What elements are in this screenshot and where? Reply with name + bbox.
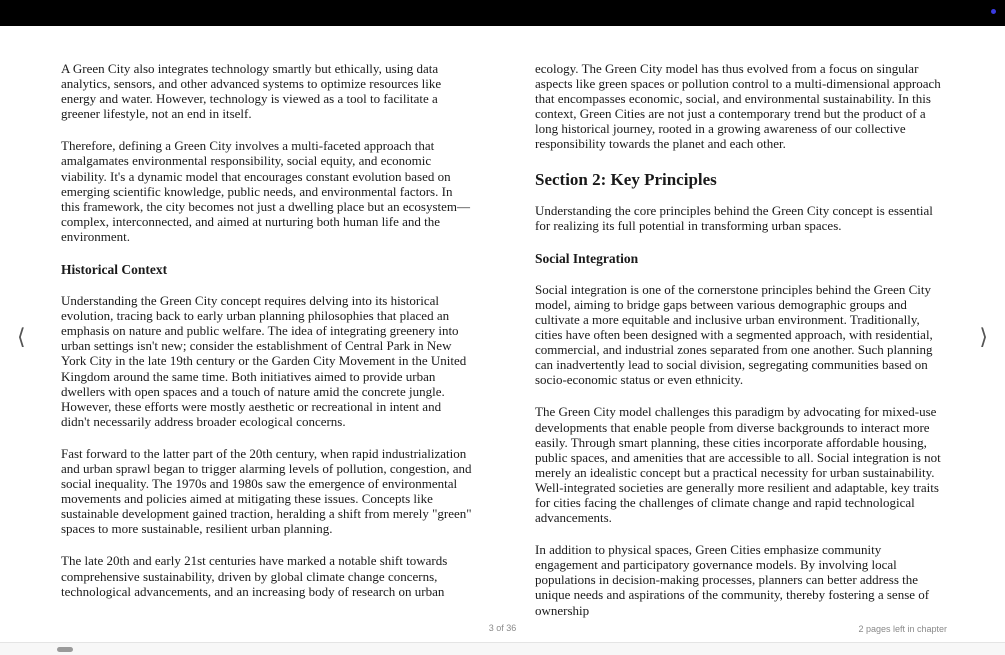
left-paragraph-1: A Green City also integrates technology smartly but ethically, using data analytics, sensors, and other advanced systems to optimize resources like energy and water. However, technology is viewed as a tool to facilitate a greener lifestyle, not an end in itself. xyxy=(61,61,442,122)
left-paragraph-2: Therefore, defining a Green City involves a multi-faceted approach that amalgamates environmental responsibility, social equity, and economic viability. It's a dynamic model that encourages constant evolution based on emerging scientific knowledge, public needs, and environmental factors. In this framework, the city becomes not just a dwelling place but an ecosystem—complex, interconnected, and aimed at nurturing both human life and the environment. xyxy=(61,138,471,244)
section-heading: Section 2: Key Principles xyxy=(535,169,717,189)
page-scrubber[interactable] xyxy=(0,642,1005,655)
pages-left-in-chapter: 2 pages left in chapter xyxy=(858,624,947,634)
top-bar xyxy=(0,0,1005,26)
right-page xyxy=(535,61,947,635)
right-paragraph-4: The Green City model challenges this paradigm by advocating for mixed-use developments that enable people from diverse backgrounds to interact more easily. Through smart planning, these cities incorporate affordable housing, public spaces, and amenities that are accessible to all. Social integration is not merely an idealistic concept but a practical necessity for urban sustainability. Well-integrated societies are generally more resilient and adaptable, key traits for cities facing the challenges of climate change and rapid technological advancements. xyxy=(535,404,941,526)
left-paragraph-4: Fast forward to the latter part of the 20th century, when rapid industrialization and urban sprawl began to trigger alarming levels of pollution, congestion, and social inequality. The 1970s and 1980s saw the emergence of environmental movements and policies aimed at mitigating these issues. Concepts like sustainable development gained traction, heralding a shift from merely "green" spaces to more sustainable, resilient urban planning. xyxy=(61,445,472,537)
left-paragraph-3: Understanding the Green City concept requires delving into its historical evolution, tracing back to early urban planning philosophies that placed an emphasis on nature and public welfare. The idea of integrating greenery into urban settings isn't new; consider the establishment of Central Park in New York City in the late 19th century or the Garden City Movement in the United Kingdom around the same time. Both initiatives aimed to provide urban dwellers with open spaces and a touch of nature amid the concrete jungle. However, these efforts were mostly aesthetic or recreational in intent and didn't necessarily address broader ecological concerns. xyxy=(61,293,467,429)
right-paragraph-5: In addition to physical spaces, Green Cities emphasize community engagement and participatory governance models. By involving local populations in decision-making processes, planners can better address the unique needs and aspirations of the community, thereby fostering a sense of ownership xyxy=(535,542,930,618)
left-page xyxy=(61,61,473,616)
right-paragraph-1: ecology. The Green City model has thus evolved from a focus on singular aspects like green spaces or pollution control to a multi-dimensional approach that encompasses economic, social, and environmental sustainability. In this context, Green Cities are not just a contemporary trend but the product of a long historical journey, rooted in a growing awareness of our collective responsibility towards the planet and each other. xyxy=(535,61,941,152)
page-indicator: 3 of 36 xyxy=(488,623,517,633)
chevron-left-icon[interactable]: ⟨ xyxy=(17,325,26,350)
left-paragraph-5: The late 20th and early 21st centuries have marked a notable shift towards comprehensive sustainability, driven by global climate change concerns, technological advancements, and an increasing body of research on urban xyxy=(61,553,448,599)
historical-context-heading: Historical Context xyxy=(61,262,168,278)
chevron-right-icon[interactable]: ⟩ xyxy=(979,325,988,350)
scrubber-handle[interactable] xyxy=(57,647,73,652)
social-integration-heading: Social Integration xyxy=(535,250,639,266)
status-dot-icon xyxy=(991,9,996,14)
right-paragraph-3: Social integration is one of the cornerstone principles behind the Green City model, aiming to bridge gaps between various demographic groups and cultivate a more equitable and inclusive urban environment. Traditionally, cities have often been designed with a segmented approach, with residential, commercial, and industrial zones separated from one another. Such planning can inadvertently lead to social division, segregating communities based on socio-economic status or even ethnicity. xyxy=(535,281,933,388)
right-paragraph-2: Understanding the core principles behind the Green City concept is essential for realizing its full potential in transforming urban spaces. xyxy=(535,202,933,233)
